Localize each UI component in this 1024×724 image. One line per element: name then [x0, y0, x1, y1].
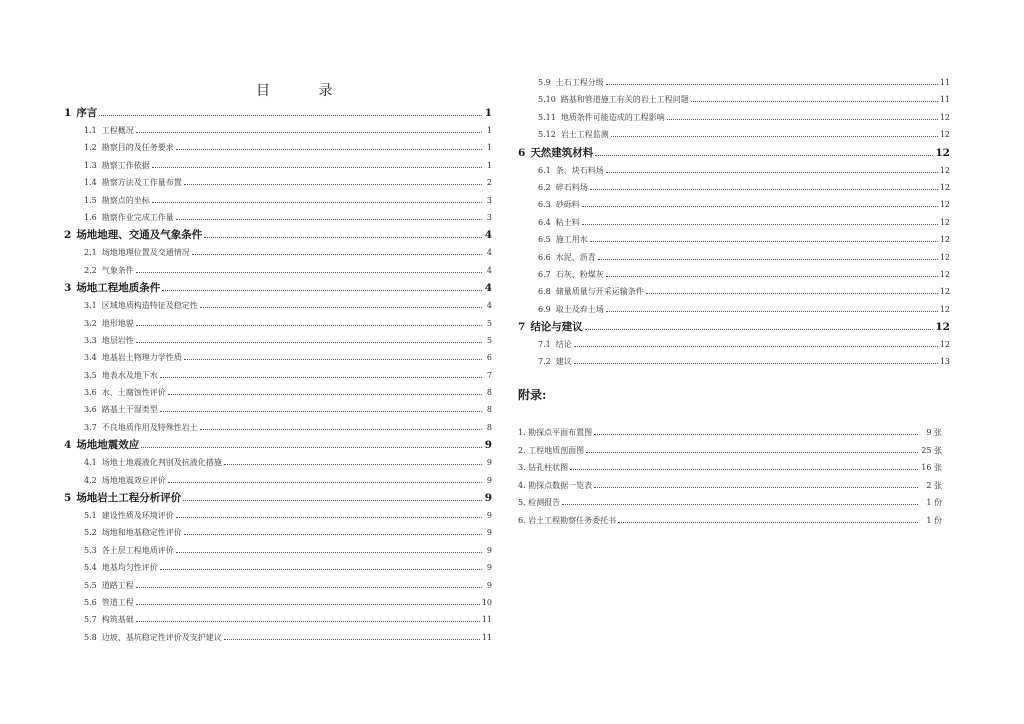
toc-entry-number: 5.11	[538, 112, 556, 122]
toc-section-row	[518, 283, 950, 300]
toc-leader-dots	[192, 253, 482, 255]
toc-entry-page: 1	[486, 126, 492, 135]
toc-leader-dots	[160, 376, 482, 378]
toc-entry-page: 3	[486, 212, 492, 222]
appendix-item-title: 6. 岩土工程勘察任务委托书	[518, 515, 617, 525]
toc-entry-page: 12	[939, 269, 950, 279]
toc-entry-number: 2.2	[84, 265, 97, 275]
toc-entry-title: 岩土工程监测	[560, 130, 609, 140]
toc-entry-number: 6.3	[538, 200, 551, 210]
appendix-row	[518, 442, 942, 460]
toc-entry-number: 6.1	[538, 165, 551, 175]
toc-entry-title: 场地地理、交通及气象条件	[76, 229, 203, 242]
toc-entry-number: 3.4	[84, 353, 97, 363]
appendix-item-count: 9 张	[926, 428, 942, 437]
toc-entry-number: 2	[64, 229, 72, 242]
toc-leader-dots	[184, 358, 482, 360]
toc-section-row	[64, 297, 492, 314]
toc-entry-number: 1	[64, 107, 72, 119]
toc-entry-page: 5	[486, 335, 492, 345]
toc-entry-title: 碎石料场	[555, 182, 588, 192]
toc-entry-title: 边坡、基坑稳定性评价及支护建议	[101, 632, 222, 642]
toc-entry-title: 序言	[76, 107, 98, 119]
toc-leader-dots	[160, 410, 482, 412]
toc-entry-number: 1.2	[84, 143, 97, 153]
toc-leader-dots	[168, 393, 482, 395]
toc-section-row	[64, 139, 492, 156]
toc-entry-page: 9	[486, 580, 492, 590]
toc-entry-number: 3.6	[84, 405, 97, 415]
toc-entry-page: 9	[486, 528, 492, 538]
toc-leader-dots	[590, 240, 938, 242]
toc-section-row	[518, 162, 950, 179]
toc-chapter-row	[64, 489, 492, 507]
toc-leader-dots	[667, 118, 938, 120]
toc-section-row	[518, 179, 950, 196]
appendix-leader-dots	[594, 486, 918, 488]
toc-entry-page: 12	[939, 304, 950, 314]
toc-entry-page: 1	[484, 107, 492, 119]
toc-entry-number: 5.8	[84, 632, 97, 642]
toc-section-row	[518, 74, 950, 91]
toc-entry-number: 7	[518, 321, 526, 334]
appendix-title: 附录:	[518, 388, 547, 402]
toc-entry-page: 12	[935, 321, 950, 334]
toc-entry-page: 11	[939, 95, 950, 105]
appendix-item-title: 4. 勘探点数据一览表	[518, 480, 593, 490]
appendix-item-title: 3. 钻孔柱状图	[518, 463, 569, 472]
toc-entry-page: 9	[484, 439, 492, 452]
toc-entry-title: 建议	[555, 357, 572, 367]
toc-leader-dots	[224, 463, 482, 465]
toc-entry-number: 6.7	[538, 269, 551, 279]
toc-entry-title: 路基和管道施工有关的岩土工程问题	[560, 95, 689, 105]
toc-list-right	[518, 74, 950, 371]
toc-section-row	[518, 214, 950, 231]
toc-entry-title: 施工用水	[555, 235, 588, 245]
toc-chapter-row	[518, 318, 950, 336]
toc-leader-dots	[183, 499, 482, 501]
toc-entry-title: 管道工程	[101, 597, 134, 607]
toc-entry-title: 工程概况	[101, 126, 134, 135]
toc-section-row	[64, 629, 492, 646]
toc-entry-page: 12	[939, 112, 950, 122]
toc-leader-dots	[582, 223, 938, 225]
toc-entry-title: 区域地质构造特征及稳定性	[101, 301, 198, 311]
toc-entry-page: 4	[486, 265, 492, 275]
toc-section-row	[64, 209, 492, 226]
toc-entry-page: 4	[486, 248, 492, 258]
toc-leader-dots	[204, 236, 482, 238]
toc-section-row	[64, 594, 492, 611]
appendix-item-count: 2 张	[926, 480, 942, 490]
appendix-row	[518, 424, 942, 442]
toc-entry-title: 场地工程地质条件	[76, 282, 161, 295]
toc-leader-dots	[152, 201, 482, 203]
toc-section-row	[64, 559, 492, 576]
toc-entry-title: 场地地理位置及交通情况	[101, 248, 190, 258]
toc-leader-dots	[606, 275, 938, 277]
toc-section-row	[518, 231, 950, 248]
toc-section-row	[518, 301, 950, 318]
toc-chapter-row	[518, 144, 950, 162]
toc-entry-page: 12	[939, 252, 950, 262]
toc-entry-number: 1.5	[84, 195, 97, 205]
toc-section-row	[518, 249, 950, 266]
toc-entry-title: 勘察工作依据	[101, 160, 150, 170]
toc-chapter-row	[64, 279, 492, 297]
toc-entry-title: 勘察目的及任务要求	[101, 143, 174, 153]
toc-entry-number: 3.2	[84, 318, 97, 328]
toc-entry-title: 道路工程	[101, 580, 134, 590]
toc-entry-number: 3.6	[84, 388, 97, 398]
toc-leader-dots	[646, 292, 938, 294]
toc-entry-title: 勘察点的坐标	[101, 195, 150, 205]
toc-entry-number: 6.8	[538, 287, 551, 297]
toc-entry-title: 条、块石料场	[555, 165, 604, 175]
toc-leader-dots	[136, 341, 482, 343]
toc-entry-title: 水、土腐蚀性评价	[101, 388, 166, 398]
toc-section-row	[64, 507, 492, 524]
toc-entry-title: 场地土地震液化判别及抗液化措施	[101, 458, 222, 468]
toc-leader-dots	[152, 166, 482, 168]
toc-entry-page: 9	[486, 475, 492, 485]
appendix-item-count: 25 张	[921, 445, 942, 455]
toc-entry-title: 构筑基础	[101, 615, 134, 625]
toc-section-row	[64, 349, 492, 366]
toc-entry-number: 1.6	[84, 212, 97, 222]
toc-entry-title: 取土及弃土场	[555, 304, 604, 314]
toc-entry-title: 场地地震效应	[76, 439, 140, 452]
toc-section-row	[64, 401, 492, 418]
toc-entry-page: 9	[486, 545, 492, 555]
toc-entry-page: 11	[939, 78, 950, 87]
toc-entry-page: 8	[486, 405, 492, 415]
toc-title: 目 录	[256, 83, 355, 99]
toc-entry-title: 地形地貌	[101, 318, 134, 328]
toc-section-row	[64, 419, 492, 436]
toc-leader-dots	[136, 620, 480, 622]
toc-entry-title: 建设性质及环境评价	[101, 511, 174, 521]
toc-entry-number: 5.7	[84, 615, 97, 625]
toc-entry-page: 12	[939, 235, 950, 245]
toc-leader-dots	[224, 638, 480, 640]
toc-entry-page: 9	[486, 563, 492, 573]
toc-entry-page: 12	[939, 217, 950, 227]
toc-entry-page: 12	[939, 165, 950, 175]
toc-leader-dots	[585, 328, 934, 330]
toc-entry-title: 不良地质作用及特殊性岩土	[101, 422, 198, 432]
toc-section-row	[64, 262, 492, 279]
toc-entry-number: 5.10	[538, 95, 556, 105]
toc-entry-number: 3	[64, 282, 72, 295]
toc-entry-number: 5.3	[84, 545, 97, 555]
toc-section-row	[518, 336, 950, 353]
toc-entry-page: 10	[481, 597, 492, 607]
toc-entry-title: 天然建筑材料	[530, 146, 594, 159]
toc-entry-number: 5.4	[84, 563, 97, 573]
toc-entry-title: 地层岩性	[101, 335, 134, 345]
appendix-item-title: 2. 工程地质剖面图	[518, 445, 585, 455]
toc-entry-number: 5.1	[84, 511, 97, 521]
toc-section-row	[64, 577, 492, 594]
toc-entry-page: 11	[481, 632, 492, 642]
toc-entry-title: 各土层工程地质评价	[101, 545, 174, 555]
toc-chapter-row	[64, 226, 492, 244]
toc-entry-title: 结论	[555, 340, 572, 350]
toc-entry-number: 3.3	[84, 335, 97, 345]
toc-leader-dots	[136, 586, 482, 588]
toc-leader-dots	[176, 551, 482, 553]
toc-entry-number: 2.1	[84, 248, 97, 258]
toc-entry-number: 3.7	[84, 422, 97, 432]
toc-leader-dots	[136, 271, 482, 273]
toc-entry-page: 12	[939, 340, 950, 350]
toc-entry-number: 4.1	[84, 458, 97, 468]
toc-entry-number: 3.5	[84, 370, 97, 380]
toc-leader-dots	[136, 324, 482, 326]
toc-leader-dots	[611, 135, 938, 137]
toc-entry-page: 7	[486, 370, 492, 380]
appendix-list	[518, 424, 942, 529]
toc-entry-page: 3	[486, 195, 492, 205]
toc-entry-number: 1.3	[84, 160, 97, 170]
toc-entry-page: 2	[486, 178, 492, 188]
toc-section-row	[64, 454, 492, 471]
toc-entry-number: 6.2	[538, 182, 551, 192]
toc-chapter-row	[64, 436, 492, 454]
toc-section-row	[64, 367, 492, 384]
toc-entry-page: 8	[486, 422, 492, 432]
toc-entry-page: 12	[939, 200, 950, 210]
toc-section-row	[64, 332, 492, 349]
toc-entry-page: 9	[484, 492, 492, 505]
toc-leader-dots	[606, 171, 938, 173]
toc-leader-dots	[136, 131, 482, 133]
toc-section-row	[518, 109, 950, 126]
toc-leader-dots	[582, 205, 938, 207]
toc-entry-title: 场地和地基稳定性评价	[101, 528, 182, 538]
toc-leader-dots	[574, 345, 938, 347]
toc-entry-page: 4	[484, 229, 492, 242]
appendix-leader-dots	[618, 521, 918, 523]
toc-entry-title: 砂砾料	[555, 200, 580, 210]
toc-leader-dots	[590, 188, 938, 190]
toc-entry-number: 7.1	[538, 340, 551, 350]
toc-section-row	[518, 353, 950, 370]
appendix-leader-dots	[570, 468, 918, 470]
toc-section-row	[518, 126, 950, 143]
toc-entry-number: 5.9	[538, 78, 551, 87]
toc-entry-title: 地质条件可能造成的工程影响	[560, 112, 665, 122]
toc-entry-number: 5.2	[84, 528, 97, 538]
toc-entry-page: 4	[484, 282, 492, 295]
toc-section-row	[518, 91, 950, 108]
toc-entry-number: 5	[64, 492, 72, 505]
toc-section-row	[64, 384, 492, 401]
toc-leader-dots	[168, 481, 482, 483]
toc-section-row	[64, 472, 492, 489]
appendix-row	[518, 477, 942, 495]
toc-entry-number: 6.6	[538, 252, 551, 262]
toc-entry-page: 9	[486, 511, 492, 521]
toc-leader-dots	[574, 362, 938, 364]
toc-entry-title: 粘土料	[555, 217, 580, 227]
toc-entry-title: 地基均匀性评价	[101, 563, 158, 573]
toc-section-row	[64, 157, 492, 174]
toc-leader-dots	[200, 428, 482, 430]
toc-entry-page: 12	[939, 130, 950, 140]
toc-leader-dots	[162, 289, 482, 291]
toc-entry-number: 4.2	[84, 475, 97, 485]
toc-entry-number: 5.5	[84, 580, 97, 590]
toc-entry-page: 5	[486, 318, 492, 328]
toc-leader-dots	[598, 258, 938, 260]
toc-entry-page: 9	[486, 458, 492, 468]
toc-leader-dots	[595, 154, 933, 156]
appendix-item-title: 1. 勘探点平面布置图	[518, 428, 593, 437]
toc-entry-number: 3.1	[84, 301, 97, 311]
toc-leader-dots	[184, 533, 482, 535]
appendix-row	[518, 494, 942, 512]
toc-section-row	[64, 192, 492, 209]
toc-section-row	[64, 315, 492, 332]
toc-section-row	[64, 174, 492, 191]
toc-entry-number: 5.12	[538, 130, 556, 140]
toc-entry-number: 5.6	[84, 597, 97, 607]
toc-list-left	[64, 104, 492, 646]
toc-entry-page: 12	[939, 287, 950, 297]
toc-entry-title: 勘察方法及工作量布置	[101, 178, 182, 188]
toc-section-row	[64, 542, 492, 559]
toc-chapter-row	[64, 104, 492, 122]
toc-leader-dots	[184, 183, 482, 185]
toc-entry-title: 结论与建议	[530, 321, 583, 334]
toc-entry-page: 1	[486, 143, 492, 153]
toc-entry-number: 6.5	[538, 235, 551, 245]
toc-entry-page: 13	[939, 357, 950, 367]
appendix-item-count: 1 份	[926, 498, 942, 507]
toc-entry-number: 6.4	[538, 217, 551, 227]
toc-leader-dots	[160, 568, 482, 570]
toc-entry-title: 场地地震效应评价	[101, 475, 166, 485]
appendix-item-title: 5. 检测报告	[518, 498, 561, 507]
toc-section-row	[64, 122, 492, 139]
appendix-row	[518, 512, 942, 530]
appendix-item-count: 1 份	[926, 515, 942, 525]
toc-leader-dots	[99, 114, 482, 116]
toc-entry-page: 12	[939, 182, 950, 192]
toc-entry-page: 1	[486, 160, 492, 170]
appendix-leader-dots	[594, 433, 918, 435]
toc-entry-number: 6	[518, 146, 526, 159]
toc-entry-page: 12	[935, 146, 950, 159]
toc-entry-title: 水泥、沥青	[555, 252, 596, 262]
toc-leader-dots	[141, 446, 482, 448]
toc-entry-number: 1.4	[84, 178, 97, 188]
toc-entry-number: 1.1	[84, 126, 97, 135]
toc-entry-title: 场地岩土工程分析评价	[76, 492, 182, 505]
toc-leader-dots	[606, 310, 938, 312]
toc-entry-page: 6	[486, 353, 492, 363]
toc-leader-dots	[176, 148, 482, 150]
appendix-leader-dots	[586, 451, 918, 453]
right-page	[512, 0, 1024, 724]
toc-entry-number: 6.9	[538, 304, 551, 314]
toc-entry-title: 石灰、粉煤灰	[555, 269, 604, 279]
toc-entry-page: 4	[486, 301, 492, 311]
toc-leader-dots	[176, 218, 482, 220]
toc-leader-dots	[691, 100, 938, 102]
toc-section-row	[518, 196, 950, 213]
toc-entry-page: 11	[481, 615, 492, 625]
toc-section-row	[64, 244, 492, 261]
toc-leader-dots	[136, 603, 480, 605]
toc-section-row	[518, 266, 950, 283]
appendix-item-count: 16 张	[921, 463, 942, 472]
toc-leader-dots	[176, 516, 482, 518]
toc-entry-title: 路基土干湿类型	[101, 405, 158, 415]
toc-entry-page: 8	[486, 388, 492, 398]
toc-entry-title: 勘察作业完成工作量	[101, 212, 174, 222]
toc-leader-dots	[200, 306, 482, 308]
toc-section-row	[64, 611, 492, 628]
toc-leader-dots	[606, 83, 938, 85]
toc-entry-number: 4	[64, 439, 72, 452]
toc-entry-title: 气象条件	[101, 265, 134, 275]
toc-entry-title: 储量质量与开采运输条件	[555, 287, 644, 297]
toc-section-row	[64, 524, 492, 541]
appendix-leader-dots	[562, 503, 918, 505]
toc-entry-number: 7.2	[538, 357, 551, 367]
toc-entry-title: 地基岩土物理力学性质	[101, 353, 182, 363]
toc-entry-title: 地表水及地下水	[101, 370, 158, 380]
appendix-row	[518, 459, 942, 477]
toc-entry-title: 土石工程分级	[555, 78, 604, 87]
